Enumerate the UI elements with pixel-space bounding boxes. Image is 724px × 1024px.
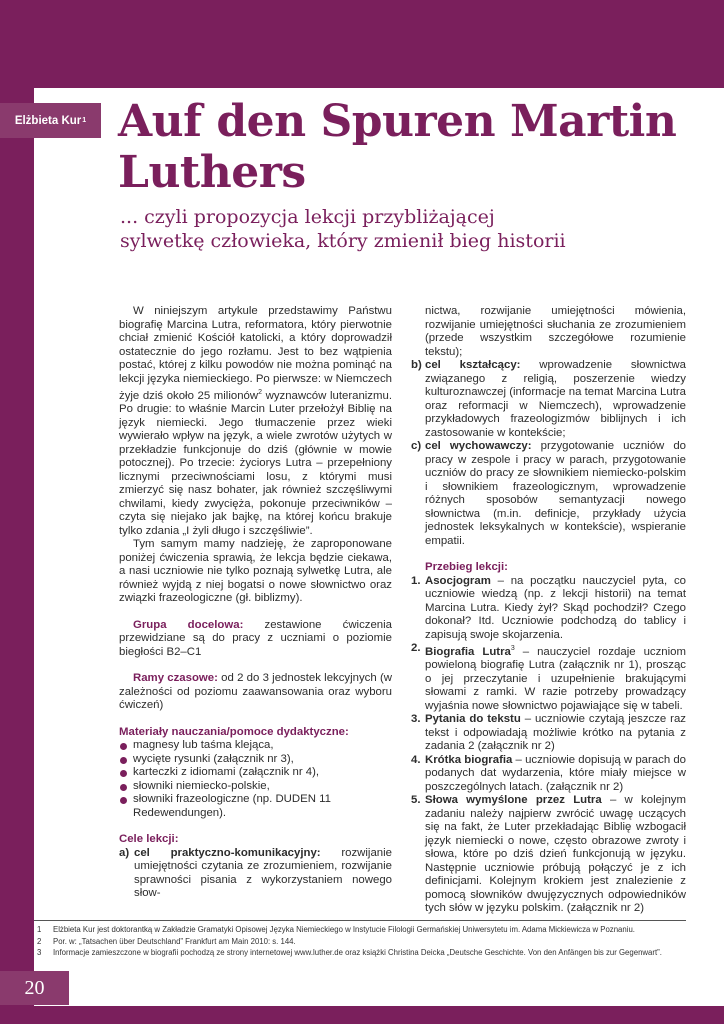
intro-text-b: wyznawców luteranizmu. Po drugie: to właśnie Marcin Luter przełożył Biblię na język niemiecki. Jego tłumaczenie przez wieki wywierało wpływ na język, a wiele zwrotów użytych w przekładzie funkcjonuje do dziś (głównie w mowie potocznej). Po trzecie: życiorys Lutra – przepełniony licznymi przeciwnościami losu, z którymi musi zmierzyć się nasz bohater, jak również szczęśliwymi chwilami, kiedy zwycięża, pokonuje przeciwników – czyta się niejako jak bajkę, na której końcu brakuje tylko zdania „I żyli długo i szczęśliwie”. xyxy=(119,389,392,537)
second-paragraph: Tym samym mamy nadzieję, że zaproponowane poniżej ćwiczenia sprawią, że lekcja będzie ciekawa, a nasi uczniowie nie tylko poznają sylwetkę Lutra, ale również wyjdą z niej bogatsi o nowe słownictwo oraz związki frazeologiczne (gł. biblizmy). xyxy=(119,538,392,605)
time-frame xyxy=(119,672,392,713)
footnote-number: 2 xyxy=(37,936,42,946)
step-text: – nauczyciel rozdaje uczniom powieloną biografię Lutra (załącznik nr 1), prosząc o jej przeczytanie i uzupełnienie brakującymi słowami z ramki. W razie potrzeby prowadzący wyjaśnia nowe słownictwo pojawiające się w tabeli. xyxy=(425,645,686,712)
article-subtitle xyxy=(120,205,710,253)
goal-b-text: wprowadzenie słownictwa związanego z religią, poszerzenie wiedzy kulturoznawczej (informacje na temat Marcina Lutra oraz reformacji w Niemczech), wprowadzenie przykładowych frazeologizmów biblijnych i ich zastosowanie w kontekście; xyxy=(425,359,686,439)
footnote-ref-2: 2 xyxy=(258,389,262,396)
goal-b-label: cel kształcący: xyxy=(425,359,521,371)
footnote-divider xyxy=(34,920,686,921)
step-text: – uczniowie dopisują w parach do podanych dat wydarzenia, które miały miejsce w poszczególnych latach. (załącznik nr 2) xyxy=(425,753,687,793)
goal-a-mark: a) xyxy=(119,846,130,859)
author-label xyxy=(0,103,101,138)
footnote xyxy=(37,936,697,948)
subtitle-line-1: ... czyli propozycja lekcji przybliżającej xyxy=(120,206,495,228)
title-line-1: Auf den Spuren Martin xyxy=(118,96,677,147)
step-text: – w kolejnym zadaniu należy najpierw zwrócić uwagę uczących się na fakt, że Luter przekładając Biblię wzbogacił język niemiecki o nowe, często obrazowe zwroty i słowa, które po dziś dzień funkcjonują w języku. Następnie uczniowie próbują połączyć je z ich definicjami. Kolejnym krokiem jest znalezienie z pomocą słowników dwujęzycznych odpowiedników tych słów w języku polskim. (załącznik nr 2) xyxy=(425,794,686,915)
materials-list xyxy=(119,739,392,820)
bottom-banner xyxy=(0,1006,724,1024)
left-margin-bar xyxy=(0,0,34,1024)
goal-c-label: cel wychowawczy: xyxy=(425,440,532,452)
footnote xyxy=(37,924,697,936)
step-number: 3. xyxy=(411,713,421,726)
target-group-text: zestawione ćwiczenia przewidziane są do pracy z uczniami o poziomie biegłości B2–C1 xyxy=(119,618,392,658)
goal-b-mark: b) xyxy=(411,359,422,371)
step-label: Asocjogram xyxy=(425,574,491,587)
goal-c-text: przygotowanie uczniów do pracy w zespole i pracy w parach, przygotowanie uczniów do pracy ze słownikiem niemiecko-polskim i słownikiem frazeologicznym, wprowadzenie różnych sposobów semantyzacji nowego słownictwa (m.in. definicje, przykłady użycia jednostek leksykalnych w kontekście), wspieranie empatii. xyxy=(425,440,686,547)
lesson-step xyxy=(411,794,686,916)
left-column xyxy=(119,305,392,901)
footnote-text: Informacje zamieszczone w biografii pochodzą ze strony internetowej www.luther.de oraz książki Christina Deicka „Deutsche Geschichte. Von den Anfängen bis zur Gegenwart”. xyxy=(53,948,662,957)
time-frame-label: Ramy czasowe: xyxy=(133,672,218,685)
target-group xyxy=(119,619,392,660)
time-frame-text: od 2 do 3 jednostek lekcyjnych (w zależności od poziomu zaawansowania oraz wyboru ćwiczeń) xyxy=(119,672,392,712)
list-item: karteczki z idiomami (załącznik nr 4), xyxy=(119,766,392,780)
list-item: słowniki niemiecko-polskie, xyxy=(119,780,392,794)
footnote-number: 3 xyxy=(37,948,42,957)
lesson-step xyxy=(411,642,686,713)
footnote xyxy=(37,947,697,959)
article-title xyxy=(118,96,718,198)
goals-heading: Cele lekcji: xyxy=(119,833,179,846)
lesson-step xyxy=(411,575,686,643)
author-name: Elżbieta Kur xyxy=(14,114,82,127)
goal-c-mark: c) xyxy=(411,440,422,452)
footnote-text: Por. w: „Tatsachen über Deutschland” Frankfurt am Main 2010: s. 144. xyxy=(53,936,296,946)
right-column xyxy=(411,305,686,916)
target-group-label: Grupa docelowa: xyxy=(133,618,244,631)
goal-a-continued: nictwa, rozwijanie umiejętności mówienia, rozwijanie umiejętności słuchania ze zrozumieniem (przede wszystkim szczegółowe rozumienie tekstu); xyxy=(425,305,686,358)
goal-b xyxy=(411,359,686,440)
footnote-text: Elżbieta Kur jest doktorantką w Zakładzie Gramatyki Opisowej Języka Niemieckiego w Instytucie Filologii Germańskiej Uniwersytetu im. Adama Mickiewicza w Poznaniu. xyxy=(53,925,635,934)
step-number: 4. xyxy=(411,753,421,766)
list-item: słowniki frazeologiczne (np. DUDEN 11 Redewendungen). xyxy=(119,793,392,820)
step-label: Pytania do tekstu xyxy=(425,713,521,726)
step-text: – na początku nauczyciel pyta, co uczniowie wiedzą (np. z lekcji historii) na temat Marcina Lutra. Kiedy żył? Skąd pochodził? Czego dokonał? Itd. Uczniowie podchodzą do tablicy i zapisują swoje skojarzenia. xyxy=(425,574,686,641)
step-text: – uczniowie czytają jeszcze raz tekst i odpowiadają możliwie krótko na pytania z zadania 2 (załącznik nr 2) xyxy=(425,713,686,753)
subtitle-line-2: sylwetkę człowieka, który zmienił bieg historii xyxy=(120,230,566,252)
goal-a-text: rozwijanie umiejętności czytania ze zrozumieniem, rozwijanie sprawności pisania z wykorzystaniem nowego słow- xyxy=(134,846,392,900)
step-number: 2. xyxy=(411,642,421,654)
lesson-plan-heading: Przebieg lekcji: xyxy=(425,561,508,573)
intro-text-a: W niniejszym artykule przedstawimy Państwu biografię Marcina Lutra, reformatora, który pierwotnie chciał zmienić Kościół katolicki, a który doprowadził ostatecznie do jego rozłamu. Jest to bez wątpienia postać, której z kilku powodów nie można pominąć na lekcji języka niemieckiego. Po pierwsze: w Niemczech żyje dziś około 25 milionów xyxy=(119,305,392,402)
lesson-step xyxy=(411,754,686,795)
step-number: 1. xyxy=(411,574,421,587)
author-footnote-mark: 1 xyxy=(82,117,87,124)
title-line-2: Luthers xyxy=(118,147,306,198)
goal-c xyxy=(411,440,686,548)
top-banner xyxy=(0,0,724,88)
footnote-ref-3: 3 xyxy=(510,645,515,652)
page-number: 20 xyxy=(0,971,69,1005)
lesson-step xyxy=(411,713,686,754)
footnote-number: 1 xyxy=(37,925,42,934)
step-label: Biografia Lutra xyxy=(425,645,511,658)
list-item: wycięte rysunki (załącznik nr 3), xyxy=(119,753,392,767)
goal-a xyxy=(119,847,392,901)
list-item: magnesy lub taśma klejąca, xyxy=(119,739,392,753)
intro-paragraph xyxy=(119,305,392,538)
goal-a-label: cel praktyczno-komunikacyjny: xyxy=(134,846,321,859)
step-number: 5. xyxy=(411,794,421,807)
step-label: Słowa wymyślone przez Lutra xyxy=(425,794,602,807)
materials-heading: Materiały nauczania/pomoce dydaktyczne: xyxy=(119,725,349,738)
footnotes xyxy=(37,924,697,959)
step-label: Krótka biografia xyxy=(425,753,513,766)
